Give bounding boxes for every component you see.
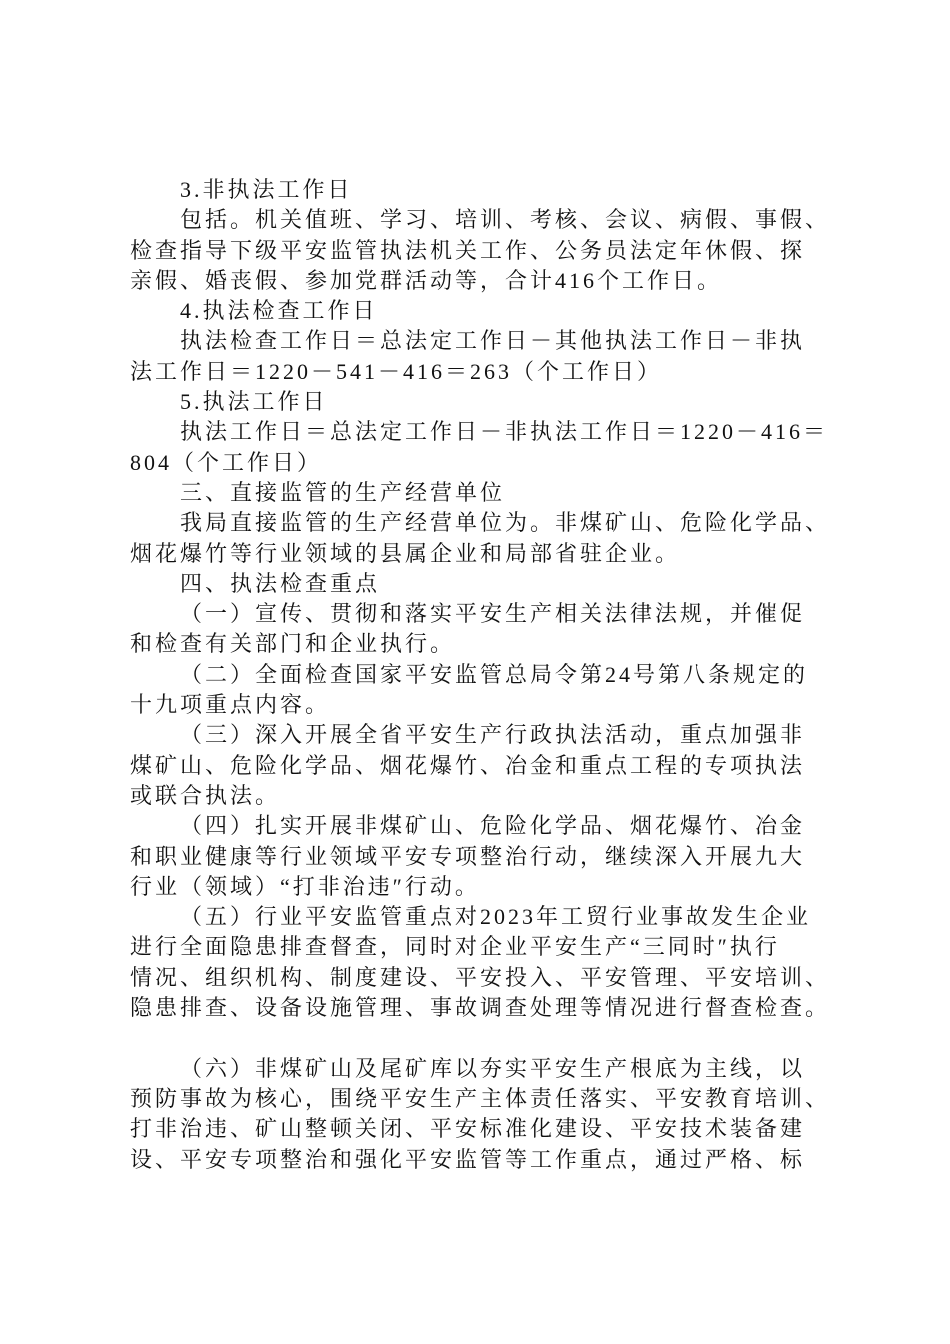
text-line: 执法工作日＝总法定工作日－非执法工作日＝1220－416＝ (180, 419, 829, 445)
list-item-3-enforcement-activities (130, 720, 950, 811)
text-line: 和检查有关部门和企业执行。 (130, 631, 456, 657)
text-line: （六）非煤矿山及尾矿库以夯实平安生产根底为主线，以 (180, 1055, 806, 1081)
list-item-6-non-coal-mines (130, 1054, 950, 1175)
text-line: 法工作日＝1220－541－416＝263（个工作日） (130, 358, 663, 384)
subheading-3-non-enforcement-days (130, 175, 950, 205)
text-line: 打非治违、矿山整顿关闭、平安标准化建设、平安技术装备建 (130, 1116, 806, 1142)
paragraph-non-enforcement-items (130, 205, 950, 296)
list-item-5-hazard-inspection (130, 902, 950, 1023)
text-line: 或联合执法。 (130, 782, 281, 808)
text-line: 煤矿山、危险化学品、烟花爆竹、冶金和重点工程的专项执法 (130, 752, 806, 778)
subheading-4-inspection-days (130, 296, 950, 326)
text-line: （五）行业平安监管重点对2023年工贸行业事故发生企业 (180, 904, 812, 930)
list-item-2-inspect-order-24 (130, 660, 950, 721)
text-line: 十九项重点内容。 (130, 692, 331, 718)
paragraph-supervised-units (130, 508, 950, 569)
text-line: 预防事故为核心，围绕平安生产主体责任落实、平安教育培训、 (130, 1085, 831, 1111)
text-line: 进行全面隐患排查督查，同时对企业平安生产“三同时″执行 (130, 934, 780, 960)
text-line: 执法检查工作日＝总法定工作日－其他执法工作日－非执 (180, 328, 806, 354)
text-line: 我局直接监管的生产经营单位为。非煤矿山、危险化学品、 (180, 510, 831, 536)
text-line: 包括。机关值班、学习、培训、考核、会议、病假、事假、 (180, 207, 831, 233)
text-line: 设、平安专项整治和强化平安监管等工作重点，通过严格、标 (130, 1146, 806, 1172)
text-line: 烟花爆竹等行业领域的县属企业和局部省驻企业。 (130, 540, 681, 566)
list-item-4-special-rectification (130, 811, 950, 902)
text-line: （一）宣传、贯彻和落实平安生产相关法律法规，并催促 (180, 601, 806, 627)
text-line: 和职业健康等行业领域平安专项整治行动，继续深入开展九大 (130, 843, 806, 869)
text-line: 四、执法检查重点 (180, 570, 381, 596)
list-item-1-publicize-laws (130, 599, 950, 660)
subheading-5-enforcement-days (130, 387, 950, 417)
text-line: （二）全面检查国家平安监管总局令第24号第八条规定的 (180, 661, 809, 687)
text-line: 隐患排查、设备设施管理、事故调查处理等情况进行督查检查。 (130, 995, 831, 1021)
text-line: 行业（领域）“打非治违″行动。 (130, 873, 480, 899)
text-line: 804（个工作日） (130, 449, 323, 475)
text-line: 4.执法检查工作日 (180, 298, 378, 324)
text-line: （三）深入开展全省平安生产行政执法活动，重点加强非 (180, 722, 806, 748)
section-heading-4-inspection-focus (130, 569, 950, 599)
text-line: 亲假、婚丧假、参加党群活动等，合计416个工作日。 (130, 267, 723, 293)
text-line: 三、直接监管的生产经营单位 (180, 479, 506, 505)
paragraph-enforcement-days-formula (130, 417, 950, 478)
text-line: 3.非执法工作日 (180, 177, 353, 202)
text-line: （四）扎实开展非煤矿山、危险化学品、烟花爆竹、冶金 (180, 813, 806, 839)
section-heading-3-supervised-units (130, 478, 950, 508)
paragraph-inspection-days-formula (130, 326, 950, 387)
text-line: 检查指导下级平安监管执法机关工作、公务员法定年休假、探 (130, 237, 806, 263)
text-line: 5.执法工作日 (180, 389, 328, 415)
text-line: 情况、组织机构、制度建设、平安投入、平安管理、平安培训、 (130, 964, 831, 990)
